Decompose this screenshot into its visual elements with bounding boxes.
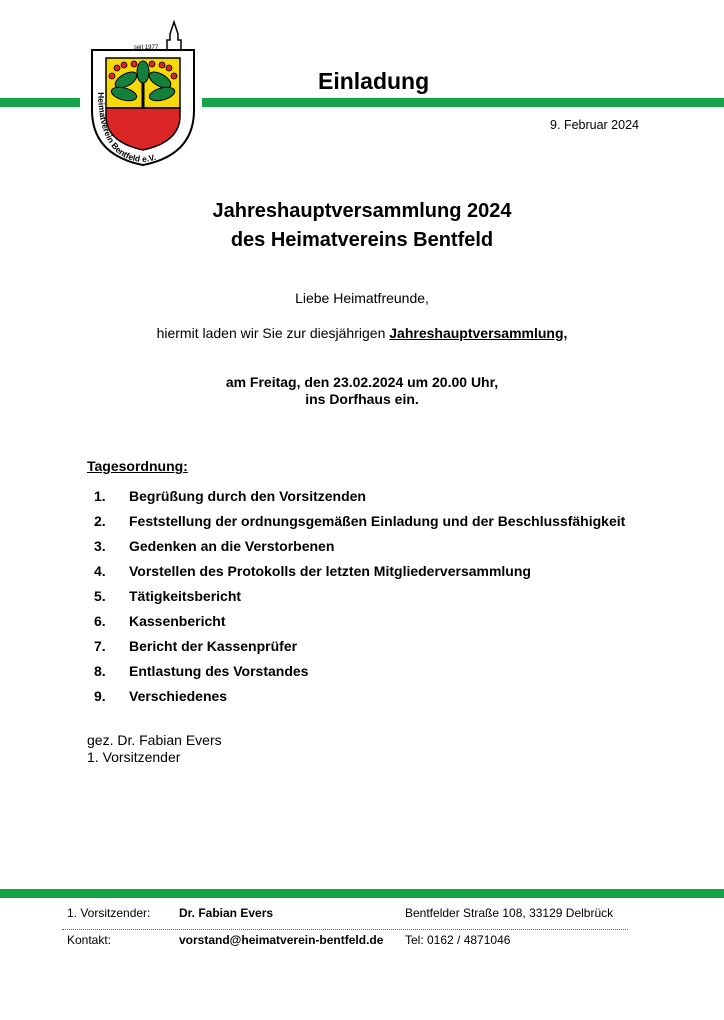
agenda-item: [94, 538, 625, 563]
footer-divider: [62, 929, 628, 930]
agenda-item: [94, 613, 625, 638]
agenda-item-number: 1.: [94, 488, 106, 504]
agenda-item-text: Begrüßung durch den Vorsitzenden: [129, 488, 366, 504]
meeting-time-line-2: ins Dorfhaus ein.: [305, 391, 419, 407]
agenda-item-text: Vorstellen des Protokolls der letzten Mitgliederversammlung: [129, 563, 531, 579]
invitation-text: [0, 325, 724, 341]
agenda-item-text: Tätigkeitsbericht: [129, 588, 242, 604]
greeting: Liebe Heimatfreunde,: [295, 290, 429, 306]
logo-ring-text: Heimatverein Bentfeld e.V.: [95, 92, 157, 165]
agenda-item-number: 4.: [94, 563, 106, 579]
heading-line-2: des Heimatvereins Bentfeld: [230, 229, 494, 251]
agenda-item: [94, 488, 625, 513]
footer-address: Bentfelder Straße 108, 33129 Delbrück: [405, 906, 614, 920]
footer-chair-name: Dr. Fabian Evers: [179, 906, 274, 920]
footer-phone: Tel: 0162 / 4871046: [405, 933, 511, 947]
agenda-item-text: Gedenken an die Verstorbenen: [129, 538, 335, 554]
header-green-bar-right: [202, 98, 724, 107]
agenda-title: Tagesordnung:: [87, 458, 188, 474]
signature: [87, 732, 222, 766]
footer-row-contact: [67, 933, 667, 949]
agenda-item-text: Bericht der Kassenprüfer: [129, 638, 298, 654]
agenda-item-number: 2.: [94, 513, 106, 529]
club-logo: [84, 20, 202, 168]
agenda-list: [94, 488, 625, 713]
agenda-item-number: 3.: [94, 538, 106, 554]
footer-row-chair: [67, 906, 667, 922]
agenda-item-text: Kassenbericht: [129, 613, 226, 629]
page-title: Einladung: [318, 68, 430, 94]
agenda-item: [94, 513, 625, 538]
agenda-item: [94, 663, 625, 688]
agenda-item-text: Verschiedenes: [129, 688, 228, 704]
agenda-item: [94, 638, 625, 663]
meeting-heading: [0, 197, 724, 255]
invitation-emphasis: Jahreshauptversammlung,: [389, 325, 568, 341]
agenda-item-text: Entlastung des Vorstandes: [129, 663, 309, 679]
meeting-time-line-1: am Freitag, den 23.02.2024 um 20.00 Uhr,: [225, 374, 499, 390]
agenda-item-number: 5.: [94, 588, 106, 604]
agenda-item: [94, 563, 625, 588]
footer-chair-label: 1. Vorsitzender:: [67, 906, 151, 920]
agenda-item-number: 8.: [94, 663, 106, 679]
footer-green-bar: [0, 889, 724, 898]
logo-year-text: seit 1977: [133, 45, 159, 51]
agenda-item-number: 9.: [94, 688, 106, 704]
meeting-time: [0, 374, 724, 408]
header-green-bar-left: [0, 98, 80, 107]
agenda-item-text: Feststellung der ordnungsgemäßen Einladung und der Beschlussfähigkeit: [129, 513, 626, 529]
agenda-item: [94, 588, 625, 613]
footer-email[interactable]: vorstand@heimatverein-bentfeld.de: [179, 933, 384, 947]
agenda-item-number: 7.: [94, 638, 106, 654]
footer-contact-label: Kontakt:: [67, 933, 112, 947]
document-date: 9. Februar 2024: [550, 118, 639, 132]
agenda-item: [94, 688, 625, 713]
agenda-item-number: 6.: [94, 613, 106, 629]
invitation-prefix: hiermit laden wir Sie zur diesjährigen: [156, 325, 390, 341]
signature-role: 1. Vorsitzender: [87, 749, 181, 765]
signature-name: gez. Dr. Fabian Evers: [87, 732, 222, 748]
heading-line-1: Jahreshauptversammlung 2024: [212, 200, 512, 222]
